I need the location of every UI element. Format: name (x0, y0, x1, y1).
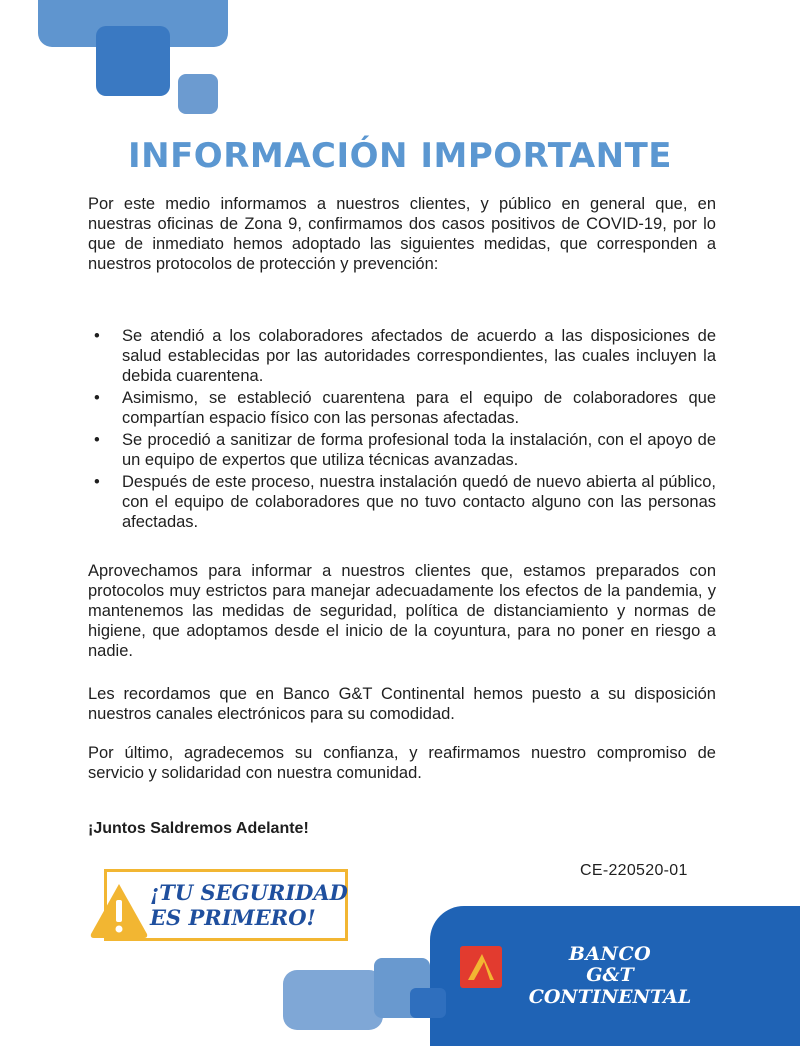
badge-line-2: ES PRIMERO! (150, 905, 316, 930)
slogan: ¡Juntos Saldremos Adelante! (88, 820, 309, 837)
safety-badge-text (150, 880, 350, 930)
decor-square-bottom-3 (410, 988, 446, 1018)
list-item (88, 472, 716, 532)
decor-square-small (178, 74, 218, 114)
bank-logo-text (510, 944, 710, 1008)
list-item-text: Se atendió a los colaboradores afectados de acuerdo a las disposiciones de salud establecidas por las autoridades correspondientes, las cuales incluyen la debida cuarentena. (122, 327, 716, 385)
list-item-text: Asimismo, se estableció cuarentena para el equipo de colaboradores que compartían espacio físico con las personas afectadas. (122, 389, 716, 427)
logo-line-2: G&T CONTINENTAL (528, 964, 692, 1008)
decor-square-medium (96, 26, 170, 96)
preparedness-paragraph: Aprovechamos para informar a nuestros clientes que, estamos preparados con protocolos muy estrictos para manejar adecuadamente los efectos de la pandemia, y mantenemos las medidas de seguridad, política de distanciamiento y normas de higiene, que adoptamos desde el inicio de la coyuntura, para no poner en riesgo a nadie. (88, 562, 716, 660)
list-item-text: Después de este proceso, nuestra instalación quedó de nuevo abierta al público, con el equipo de colaboradores que no tuvo contacto alguno con las personas afectadas. (122, 473, 716, 531)
page-title: INFORMACIÓN IMPORTANTE (127, 136, 673, 176)
bullet-marker: • (94, 389, 100, 407)
warning-icon (88, 880, 150, 942)
decor-square-bottom-1 (283, 970, 383, 1030)
measures-list (88, 326, 716, 534)
bullet-marker: • (94, 327, 100, 345)
list-item (88, 326, 716, 386)
list-item-text: Se procedió a sanitizar de forma profesional toda la instalación, con el apoyo de un equipo de expertos que utiliza técnicas avanzadas. (122, 431, 716, 469)
digital-channels-paragraph: Les recordamos que en Banco G&T Continental hemos puesto a su disposición nuestros canales electrónicos para su comodidad. (88, 685, 716, 723)
badge-line-1: ¡TU SEGURIDAD (150, 880, 348, 905)
list-item (88, 430, 716, 470)
bullet-marker: • (94, 473, 100, 491)
intro-paragraph: Por este medio informamos a nuestros clientes, y público en general que, en nuestras oficinas de Zona 9, confirmamos dos casos positivos de COVID-19, por lo que de inmediato hemos adoptado las siguientes medidas, que corresponden a nuestros protocolos de protección y prevención: (88, 195, 716, 273)
logo-line-1: BANCO (568, 943, 652, 965)
list-item (88, 388, 716, 428)
bullet-marker: • (94, 431, 100, 449)
document-code: CE-220520-01 (580, 862, 688, 879)
bank-logo-icon (460, 946, 502, 988)
closing-paragraph: Por último, agradecemos su confianza, y reafirmamos nuestro compromiso de servicio y solidaridad con nuestra comunidad. (88, 744, 716, 782)
